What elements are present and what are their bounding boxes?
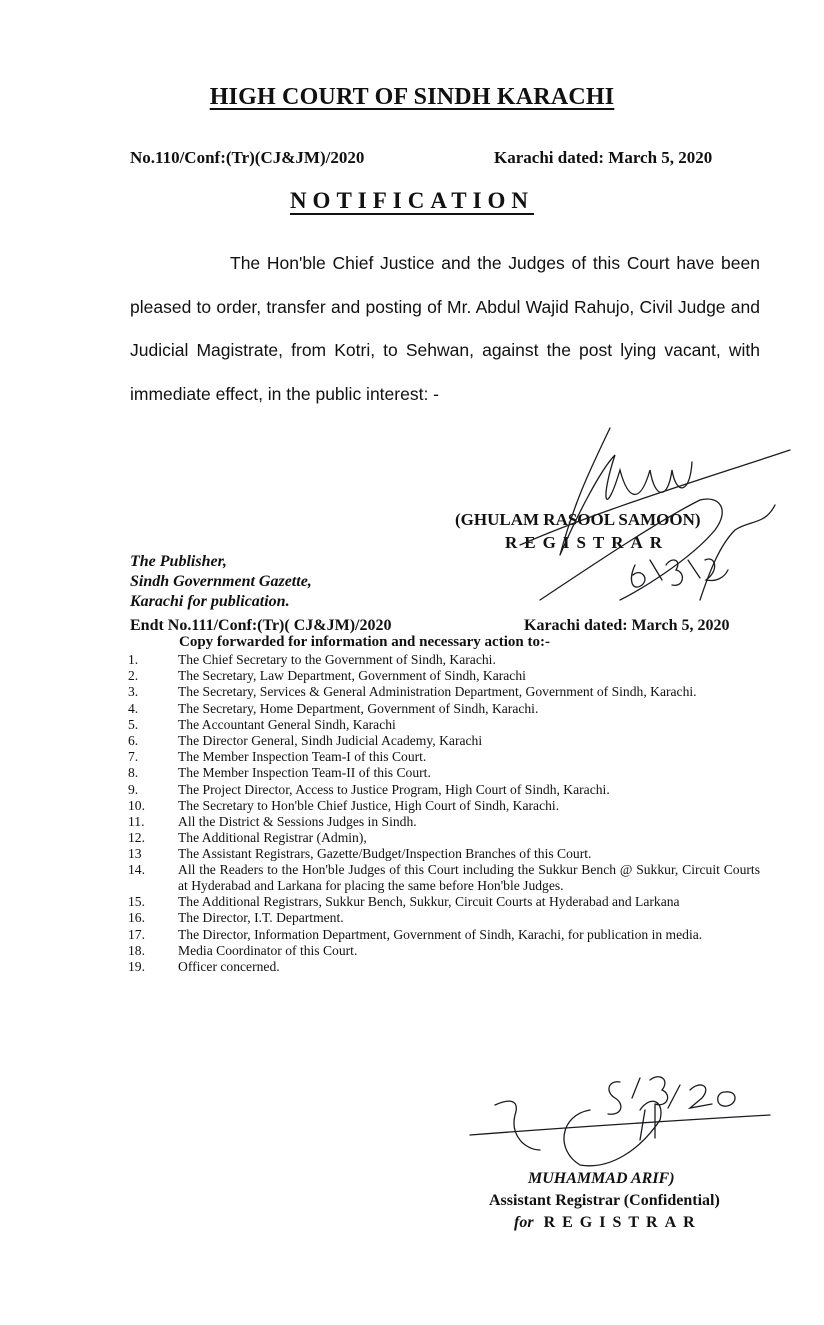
recipient-text: The Director, I.T. Department. (178, 910, 344, 926)
publisher-address (130, 552, 312, 612)
signatory-designation: REGISTRAR (505, 533, 670, 552)
recipient-text: The Additional Registrar (Admin), (178, 830, 367, 846)
notification-body: The Hon'ble Chief Justice and the Judges of this Court have been pleased to order, transfer and posting of Mr. Abdul Wajid Rahujo, Civil Judge and Judicial Magistrate, from Kotri, to Sehwan, against the post lying vacant, with immediate effect, in the public interest: - (130, 253, 760, 404)
assistant-registrar-designation: Assistant Registrar (Confidential) (489, 1192, 720, 1209)
recipient-number: 11. (128, 813, 145, 829)
recipient-number: 8. (128, 765, 139, 781)
for-label: for (514, 1214, 534, 1231)
recipient-number: 4. (128, 700, 139, 716)
recipient-text: The Secretary, Services & General Administration Department, Government of Sindh, Karachi. (178, 684, 697, 700)
recipient-item (128, 668, 760, 684)
recipient-number: 3. (128, 684, 139, 700)
recipient-item (128, 717, 760, 733)
recipient-number: 18. (128, 942, 145, 958)
recipient-item (128, 749, 760, 765)
recipient-number: 7. (128, 749, 139, 765)
court-title: HIGH COURT OF SINDH KARACHI (209, 84, 615, 110)
recipient-text: The Additional Registrars, Sukkur Bench, Sukkur, Circuit Courts at Hyderabad and Larkana (178, 894, 680, 910)
recipient-item (128, 782, 760, 798)
recipient-item (128, 846, 760, 862)
recipient-item (128, 910, 760, 926)
recipient-item (128, 684, 760, 700)
recipient-number: 17. (128, 926, 145, 942)
recipient-number: 14. (128, 862, 145, 878)
recipient-number: 5. (128, 716, 139, 732)
recipient-item (128, 765, 760, 781)
registrar-label: REGISTRAR (543, 1214, 702, 1231)
recipient-number: 16. (128, 910, 145, 926)
recipient-text: All the District & Sessions Judges in Sindh. (178, 813, 417, 829)
recipient-text: The Assistant Registrars, Gazette/Budget/Inspection Branches of this Court. (178, 846, 592, 862)
publisher-line: The Publisher, (130, 553, 227, 570)
recipient-text: The Secretary to Hon'ble Chief Justice, High Court of Sindh, Karachi. (178, 797, 560, 813)
recipient-item (128, 894, 760, 910)
recipient-number: 12. (128, 830, 145, 846)
recipient-text: The Secretary, Law Department, Government of Sindh, Karachi (178, 668, 526, 684)
recipient-text: The Director General, Sindh Judicial Academy, Karachi (178, 732, 483, 748)
recipient-item (128, 927, 760, 943)
signatory-name: (GHULAM RASOOL SAMOON) (455, 510, 701, 529)
recipient-text: The Project Director, Access to Justice Program, High Court of Sindh, Karachi. (178, 781, 610, 797)
recipient-item (128, 652, 760, 668)
assistant-registrar-name: MUHAMMAD ARIF) (528, 1170, 675, 1187)
recipient-text: The Member Inspection Team-I of this Court. (178, 749, 427, 765)
recipient-text: The Director, Information Department, Government of Sindh, Karachi, for publication in media. (178, 926, 703, 942)
recipient-text: The Chief Secretary to the Government of Sindh, Karachi. (178, 652, 496, 667)
assistant-registrar-signature (470, 1101, 770, 1166)
recipient-item (128, 943, 760, 959)
recipient-text: The Secretary, Home Department, Government of Sindh, Karachi. (178, 700, 539, 716)
recipient-text: The Member Inspection Team-II of this Court. (178, 765, 431, 781)
recipient-number: 9. (128, 781, 139, 797)
recipient-item (128, 862, 760, 893)
publisher-line: Karachi for publication. (130, 593, 290, 610)
endorsement-number: Endt No.111/Conf:(Tr)( CJ&JM)/2020 (130, 617, 392, 634)
recipient-item (128, 959, 760, 975)
recipient-item (128, 798, 760, 814)
publisher-line: Sindh Government Gazette, (130, 573, 312, 590)
recipient-number: 6. (128, 732, 139, 748)
reference-number: No.110/Conf:(Tr)(CJ&JM)/2020 (130, 148, 365, 167)
recipient-number: 13 (128, 846, 142, 862)
recipient-number: 2. (128, 668, 139, 684)
registrar-handwritten-date (631, 559, 728, 587)
notification-title: NOTIFICATION (289, 188, 535, 213)
recipient-number: 19. (128, 958, 145, 974)
copy-forwarded-heading: Copy forwarded for information and necessary action to:- (179, 634, 550, 650)
recipient-item (128, 701, 760, 717)
recipient-list (128, 652, 760, 975)
recipient-number: 10. (128, 797, 145, 813)
assistant-registrar-handwritten-date (608, 1077, 735, 1114)
recipient-text: Media Coordinator of this Court. (178, 942, 358, 958)
recipient-number: 15. (128, 894, 145, 910)
recipient-number: 1. (128, 652, 139, 667)
issue-date: Karachi dated: March 5, 2020 (494, 148, 713, 167)
recipient-item (128, 830, 760, 846)
recipient-item (128, 733, 760, 749)
recipient-text: All the Readers to the Hon'ble Judges of this Court including the Sukkur Bench @ Sukkur, Circuit Courts at Hyderabad and Larkana for placing the same before Hon'ble Judges. (178, 862, 760, 894)
endorsement-date: Karachi dated: March 5, 2020 (524, 617, 730, 634)
recipient-text: The Accountant General Sindh, Karachi (178, 716, 396, 732)
recipient-text: Officer concerned. (178, 958, 280, 974)
recipient-item (128, 814, 760, 830)
